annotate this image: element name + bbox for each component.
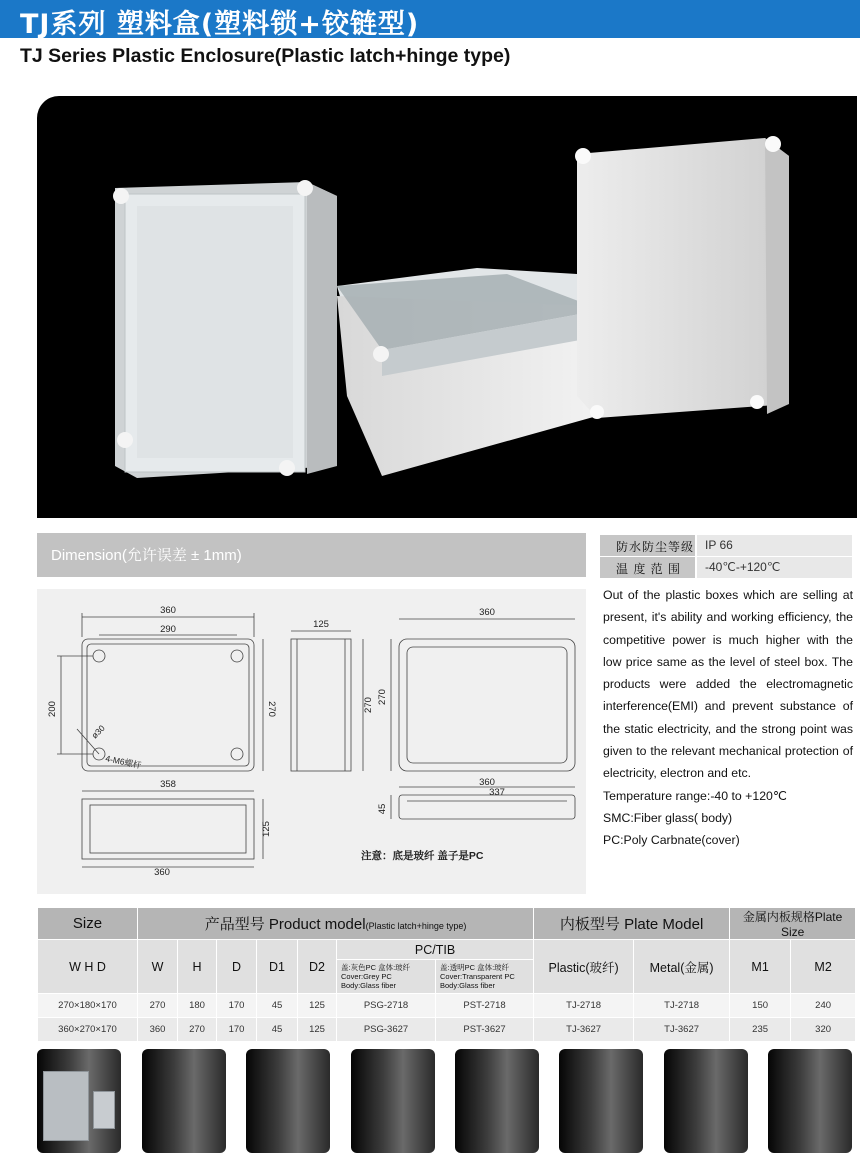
cell-pst: PST-3627 — [436, 1018, 534, 1042]
grey-pc-desc: 盖:灰色PC 盒体:玻纤 Cover:Grey PC Body:Glass fiber — [341, 963, 411, 990]
col-d2-header: D2 — [298, 940, 337, 994]
dim-top-width: 360 — [160, 605, 176, 616]
description-pc: PC:Poly Carbnate(cover) — [603, 833, 740, 848]
page-title-cn: TJ系列 塑料盒(塑料锁+铰链型) — [20, 9, 420, 40]
cell-d2: 125 — [298, 1018, 337, 1042]
enclosure-photo-illustration — [37, 96, 857, 518]
plate-thumbnail — [351, 1049, 435, 1153]
cell-size: 360×270×170 — [38, 1018, 138, 1042]
cell-d2: 125 — [298, 994, 337, 1018]
col-d-header: D — [217, 940, 257, 994]
dim-bottom-depth: 125 — [261, 821, 272, 837]
plastic-header: Plastic(玻纤) — [534, 940, 634, 994]
plate-thumbnail — [768, 1049, 852, 1153]
table-row — [38, 994, 856, 1018]
dim-hole-span-y: 200 — [47, 701, 58, 717]
transparent-pc-desc: 盖:透明PC 盒体:玻纤 Cover:Transparent PC Body:Glass fiber — [440, 963, 515, 990]
metal-plate-image-small — [93, 1091, 115, 1129]
cell-d: 170 — [217, 1018, 257, 1042]
plate-model-header: 内板型号 Plate Model — [534, 908, 730, 940]
spec-key: 温 度 范 围 — [600, 557, 695, 578]
dim-front-height: 270 — [377, 689, 388, 705]
metal-header: Metal(金属) — [634, 940, 730, 994]
whd-header: W H D — [38, 940, 138, 994]
table-header-row-1 — [38, 908, 856, 940]
cell-h: 270 — [178, 1018, 217, 1042]
cell-h: 180 — [178, 994, 217, 1018]
dim-hole-dia: ø30 — [89, 722, 107, 741]
spec-key: 防水防尘等级 — [600, 535, 695, 556]
cell-d1: 45 — [257, 994, 298, 1018]
cell-m2: 320 — [791, 1018, 856, 1042]
plate-thumbnail — [559, 1049, 643, 1153]
title-bar — [0, 0, 860, 38]
technical-drawing — [37, 589, 586, 894]
product-photo — [37, 96, 857, 518]
cell-m2: 240 — [791, 994, 856, 1018]
page-title-en: TJ Series Plastic Enclosure(Plastic latch+hinge type) — [20, 45, 511, 67]
cell-w: 270 — [138, 994, 178, 1018]
cell-plastic: TJ-3627 — [534, 1018, 634, 1042]
cell-plastic: TJ-2718 — [534, 994, 634, 1018]
cell-psg: PSG-2718 — [337, 994, 436, 1018]
plate-thumbnail — [664, 1049, 748, 1153]
dim-side-height: 270 — [363, 697, 374, 713]
plate-thumbnails — [37, 1049, 855, 1155]
cell-size: 270×180×170 — [38, 994, 138, 1018]
plate-thumbnail — [37, 1049, 121, 1153]
spec-value: -40℃-+120℃ — [697, 557, 852, 578]
dim-lid-height: 45 — [377, 803, 388, 815]
dimension-drawing-svg — [37, 589, 586, 894]
dimension-header-bar — [37, 533, 586, 577]
metal-plate-image — [43, 1071, 89, 1141]
cell-metal: TJ-3627 — [634, 1018, 730, 1042]
plate-thumbnail — [142, 1049, 226, 1153]
dim-lid-width-inner: 337 — [489, 787, 505, 798]
dim-screws: 4-M6螺杆 — [104, 753, 143, 771]
size-header: Size — [38, 908, 138, 940]
dim-hole-span-x: 290 — [160, 624, 176, 635]
product-model-header: 产品型号 Product model(Plastic latch+hinge type) — [138, 908, 534, 940]
cell-m1: 150 — [730, 994, 791, 1018]
dimension-label: Dimension(允许误差 ± 1mm) — [51, 547, 242, 564]
product-description — [603, 584, 853, 852]
cell-m1: 235 — [730, 1018, 791, 1042]
m2-header: M2 — [791, 940, 856, 994]
cell-w: 360 — [138, 1018, 178, 1042]
drawing-note: 注意：底是玻纤 盖子是PC — [361, 850, 484, 862]
table-row — [38, 1018, 856, 1042]
cell-pst: PST-2718 — [436, 994, 534, 1018]
spec-row-ip — [600, 535, 852, 556]
col-d1-header: D1 — [257, 940, 298, 994]
plate-thumbnail — [246, 1049, 330, 1153]
cell-d: 170 — [217, 994, 257, 1018]
dim-bottom-width: 360 — [154, 867, 170, 878]
product-table — [37, 907, 856, 1042]
description-paragraph: Out of the plastic boxes which are selling at present, it's ability and working efficiency, the competitive power is much higher with the low price same as the level of steel box. The products were added the electromagnetic interference(EMI) and prevent substance of the static electricity, and the strong point was given to the relevant mechanical protection of electricity, electron and etc. — [603, 588, 853, 781]
dim-side-depth: 125 — [313, 619, 329, 630]
spec-value: IP 66 — [697, 535, 852, 556]
dim-front-width: 360 — [479, 607, 495, 618]
dim-lid-width-outer: 360 — [479, 777, 495, 788]
description-temperature: Temperature range:-40 to +120℃ — [603, 788, 787, 803]
pctib-header: PC/TIB — [337, 940, 534, 960]
col-w-header: W — [138, 940, 178, 994]
cell-metal: TJ-2718 — [634, 994, 730, 1018]
col-h-header: H — [178, 940, 217, 994]
plate-size-header: 金属内板规格Plate Size — [730, 908, 856, 940]
dim-height: 270 — [266, 701, 277, 717]
spec-row-temperature — [600, 557, 852, 578]
plate-thumbnail — [455, 1049, 539, 1153]
cell-psg: PSG-3627 — [337, 1018, 436, 1042]
table-header-row-2 — [38, 940, 856, 960]
m1-header: M1 — [730, 940, 791, 994]
dim-bottom-width-top: 358 — [160, 779, 176, 790]
description-smc: SMC:Fiber glass( body) — [603, 810, 733, 825]
cell-d1: 45 — [257, 1018, 298, 1042]
